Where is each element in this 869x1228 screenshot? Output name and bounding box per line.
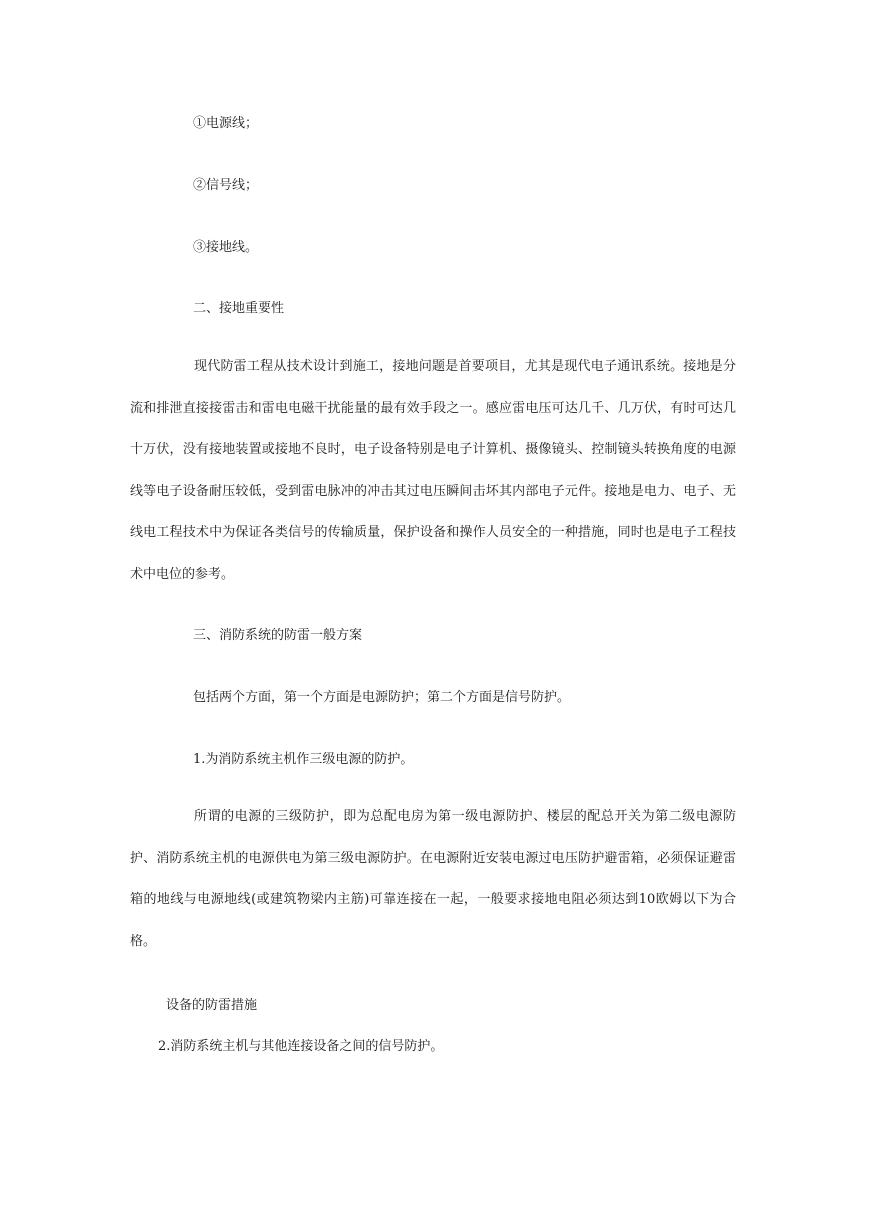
subheading-equipment-measures: 设备的防雷措施 xyxy=(166,998,258,1013)
paragraph-three-level-protection: 所谓的电源的三级防护，即为总配电房为第一级电源防护、楼层的配总开关为第二级电源防护、消防系统主机的电源供电为第三级电源防护。在电源附近安装电源过电压防护避雷箱，必须保证避雷箱的地线与电源地线(或建筑物梁内主筋)可靠连接在一起，一般要求接地电阻必须达到10欧姆以下为合格。 xyxy=(130,809,736,949)
list-item-signal-line: ②信号线； xyxy=(193,178,259,193)
section-heading-lightning-plan: 三、消防系统的防雷一般方案 xyxy=(193,628,363,643)
item-heading-power-protection: 1.为消防系统主机作三级电源的防护。 xyxy=(193,752,414,767)
list-item-ground-line: ③接地线。 xyxy=(193,240,259,255)
paragraph-grounding-importance: 现代防雷工程从技术设计到施工，接地问题是首要项目，尤其是现代电子通讯系统。接地是分流和排泄直接接雷击和雷电电磁干扰能量的最有效手段之一。感应雷电压可达几千、几万伏，有时可达几十万伏，没有接地装置或接地不良时，电子设备特别是电子计算机、摄像镜头、控制镜头转换角度的电源线等电子设备耐压较低，受到雷电脉冲的冲击其过电压瞬间击坏其内部电子元件。接地是电力、电子、无线电工程技术中为保证各类信号的传输质量，保护设备和操作人员安全的一种措施，同时也是电子工程技术中电位的参考。 xyxy=(130,359,736,582)
section-heading-grounding-importance: 二、接地重要性 xyxy=(193,301,285,316)
list-item-power-line: ①电源线； xyxy=(193,116,259,131)
item-heading-signal-protection: 2.消防系统主机与其他连接设备之间的信号防护。 xyxy=(158,1039,444,1054)
paragraph-plan-intro: 包括两个方面，第一个方面是电源防护；第二个方面是信号防护。 xyxy=(193,690,571,705)
